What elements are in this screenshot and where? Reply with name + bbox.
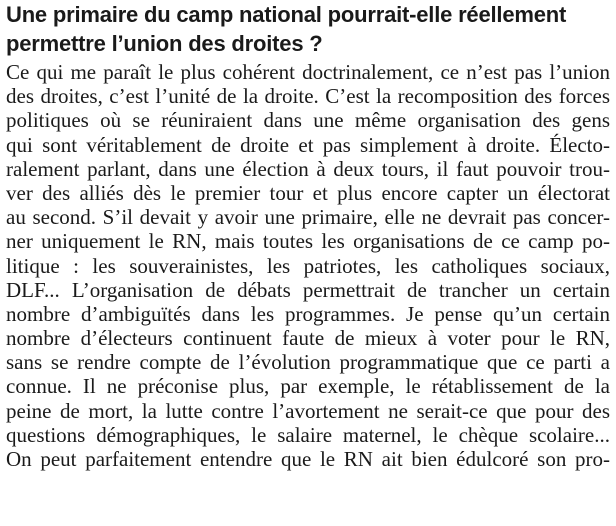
answer-line: qui sont véritablement de droite et pas simplement à droite. Électo- [6,132,610,157]
answer-line: litique : les souverainistes, les patriotes, les catholiques sociaux, [6,253,610,278]
answer-line: au second. S’il devait y avoir une primaire, elle ne devrait pas concer- [6,205,610,230]
answer-line: connue. Il ne préconise plus, par exemple, le rétablissement de la [6,374,610,399]
answer-line: politiques où se réuniraient dans une même organisation des gens [6,108,610,133]
answer-line: ralement parlant, dans une élection à deux tours, il faut pouvoir trou- [6,156,610,181]
answer-line: On peut parfaitement entendre que le RN ait bien édulcoré son pro- [6,447,610,471]
answer-line: nombre d’électeurs continuent faute de mieux à voter pour le RN, [6,326,610,351]
question-line: permettre l’union des droites ? [6,31,323,56]
answer-line: nombre d’ambiguïtés dans les programmes. Je pense qu’un certain [6,301,610,326]
answer-line: des droites, c’est l’unité de la droite. C’est la recomposition des forces [6,84,610,109]
interview-answer [6,60,610,471]
answer-line: ner uniquement le RN, mais toutes les organisations de ce camp po- [6,229,610,254]
interview-question [6,0,612,58]
question-line: Une primaire du camp national pourrait-elle réellement [6,2,567,27]
answer-line: Ce qui me paraît le plus cohérent doctrinalement, ce n’est pas l’union [6,60,610,84]
answer-line: peine de mort, la lutte contre l’avortement ne serait-ce que pour des [6,398,610,423]
answer-line: questions démographiques, le salaire maternel, le chèque scolaire... [6,422,610,447]
answer-line: sans se rendre compte de l’évolution programmatique que ce parti a [6,350,610,375]
answer-line: DLF... L’organisation de débats permettrait de trancher un certain [6,277,610,302]
answer-line: ver des alliés dès le premier tour et plus encore capter un électorat [6,180,610,205]
